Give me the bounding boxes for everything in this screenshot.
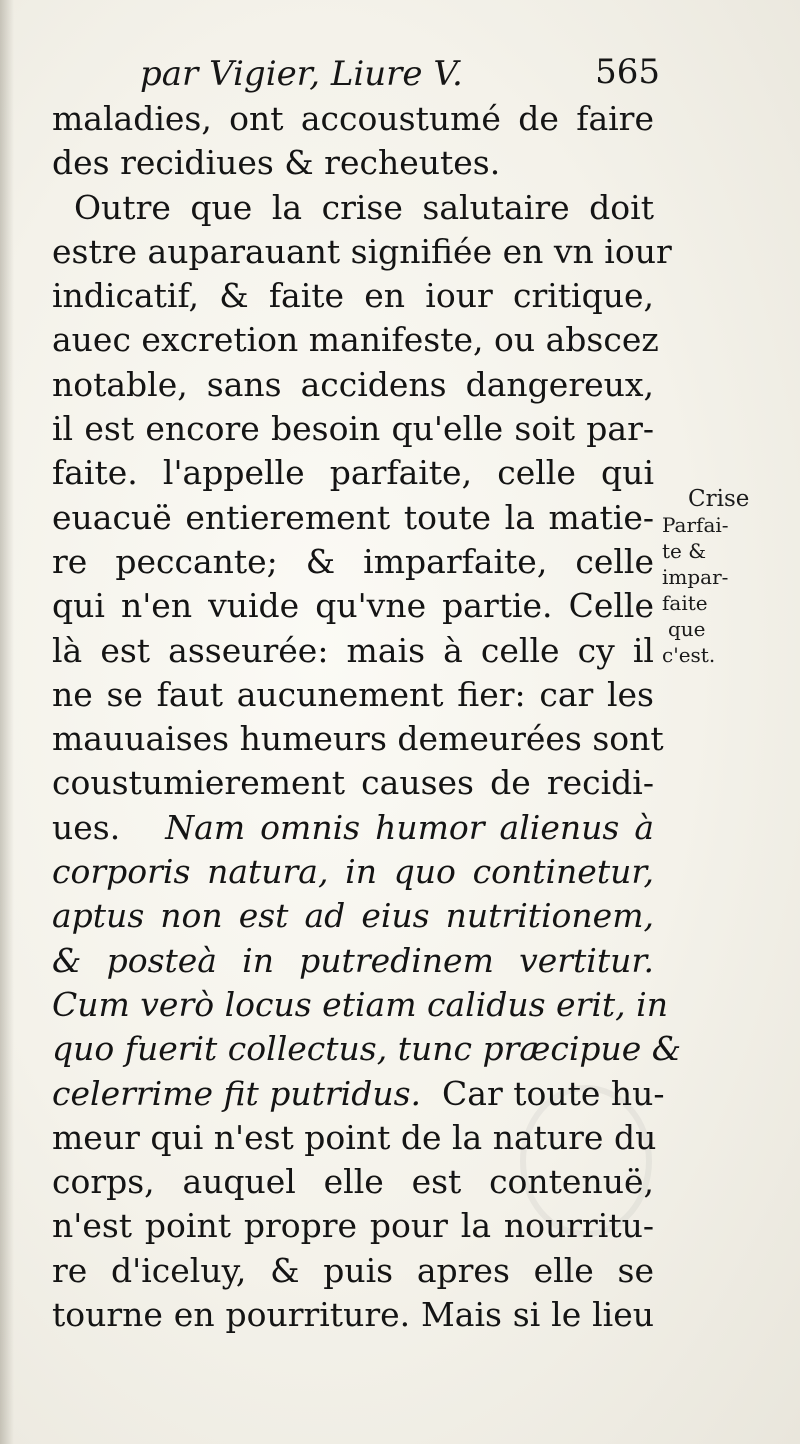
text-line: qui n'en vuide qu'vne partie. Celle: [52, 586, 654, 626]
running-title: par Vigier, Liure V.: [140, 54, 463, 94]
margin-note: [662, 486, 787, 668]
text-line-mixed: [52, 806, 654, 850]
latin-line: Cum verò locus etiam calidus erit, in: [52, 984, 668, 1024]
page-header: [130, 48, 660, 98]
gutter-shadow: [0, 0, 14, 1444]
margin-note-line: faite: [662, 591, 708, 615]
page-number: 565: [595, 52, 660, 92]
text-line: tourne en pourriture. Mais si le lieu: [52, 1295, 654, 1335]
text-line: ne se faut aucunement fier: car les: [52, 674, 654, 714]
margin-note-line: impar-: [662, 565, 729, 589]
margin-note-line: Crise: [688, 486, 750, 512]
text-line: Outre que la crise salutaire doit: [74, 187, 654, 227]
text-line: maladies, ont accoustumé de faire: [52, 99, 654, 138]
text-line: là est asseurée: mais à celle cy il: [52, 630, 654, 670]
margin-note-line: te &: [662, 539, 707, 563]
text-line: faite. l'appelle parfaite, celle qui: [52, 453, 654, 493]
text-line: notable, sans accidens dangereux,: [52, 364, 654, 404]
text-line: auec excretion manifeste, ou abscez: [52, 320, 659, 360]
latin-line: aptus non est ad eius nutritionem,: [52, 896, 654, 936]
latin-segment: Nam omnis humor alienus à: [165, 807, 654, 847]
latin-line: & posteà in putredinem vertitur.: [52, 940, 654, 980]
text-line: des recidiues & recheutes.: [52, 143, 501, 183]
margin-note-line: que: [668, 617, 706, 641]
latin-line: corporis natura, in quo continetur,: [52, 852, 654, 892]
margin-note-line: c'est.: [662, 643, 716, 667]
latin-segment: celerrime fit putridus.: [52, 1073, 422, 1113]
text-line: coustumierement causes de recidi-: [52, 763, 654, 803]
text-line-mixed: [52, 1072, 665, 1116]
text-segment: ues.: [52, 807, 121, 847]
margin-note-line: Parfai-: [662, 513, 729, 537]
text-line: corps, auquel elle est contenuë,: [52, 1162, 654, 1202]
text-line: estre auparauant signifiée en vn iour: [52, 231, 672, 271]
latin-line: quo fuerit collectus, tunc præcipue &: [52, 1029, 682, 1069]
text-line: re d'iceluy, & puis apres elle se: [52, 1250, 654, 1290]
body-text: [52, 97, 682, 1337]
text-line: il est encore besoin qu'elle soit par-: [52, 409, 654, 449]
text-line: re peccante; & imparfaite, celle: [52, 541, 654, 581]
text-line: euacuë entierement toute la matie-: [52, 497, 654, 537]
text-line: indicatif, & faite en iour critique,: [52, 276, 654, 316]
text-segment: Car toute hu-: [442, 1073, 665, 1113]
text-line: meur qui n'est point de la nature du: [52, 1117, 657, 1157]
text-line: n'est point propre pour la nourritu-: [52, 1206, 654, 1246]
text-line: mauuaises humeurs demeurées sont: [52, 719, 664, 759]
